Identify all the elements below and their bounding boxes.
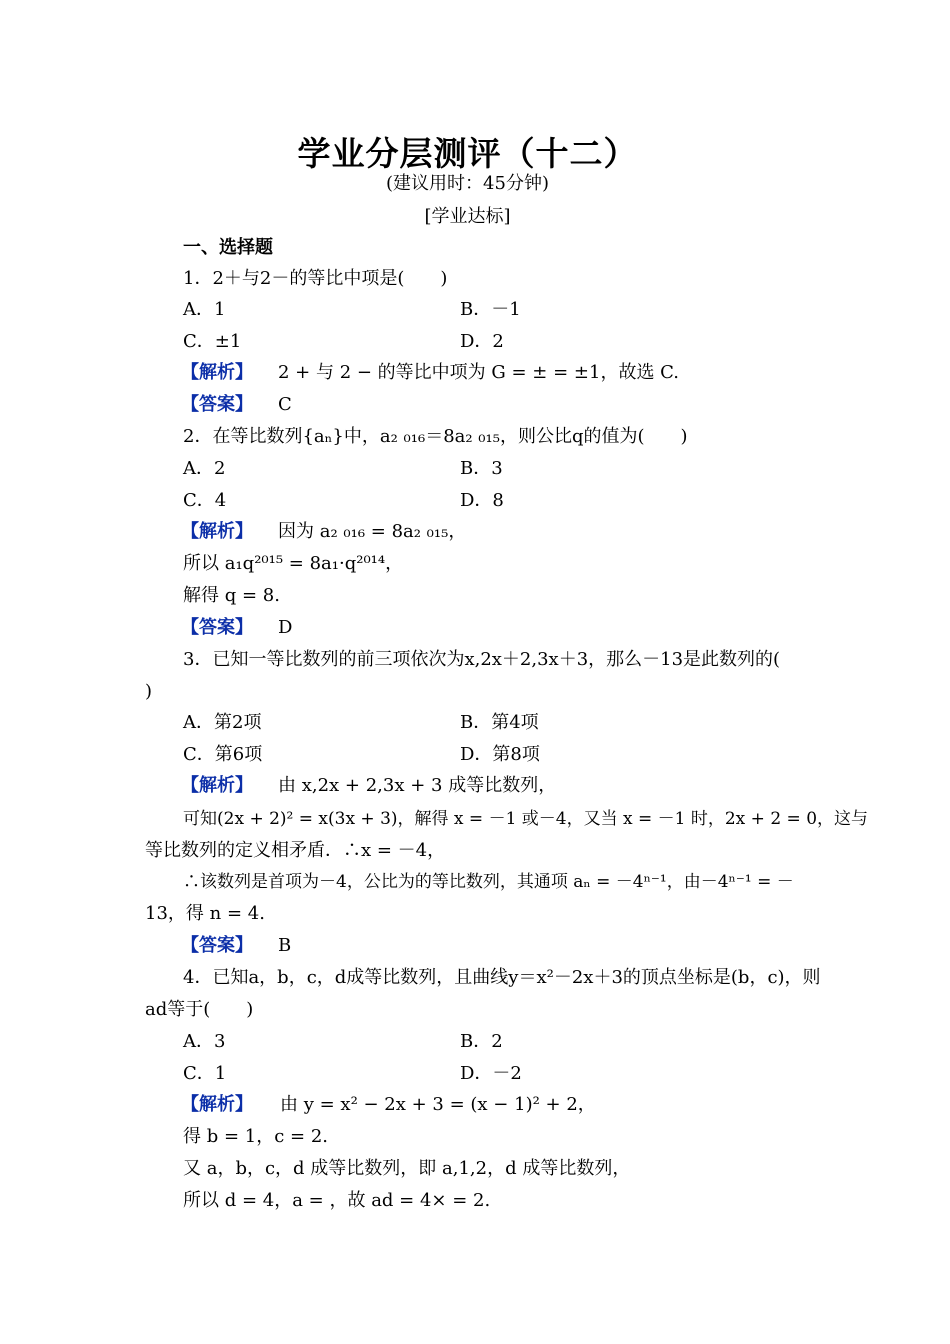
q2-option-d: D．8	[460, 490, 504, 511]
q2-analysis-tag: 【解析】	[181, 521, 253, 542]
q4-stem-line1: 4．已知a，b，c，d成等比数列，且曲线y＝x²－2x＋3的顶点坐标是(b，c)，则	[183, 967, 821, 988]
page-title: 学业分层测评（十二）	[297, 134, 638, 173]
q3-analysis-line3: 等比数列的定义相矛盾．∴x = －4，	[145, 840, 446, 861]
q4-analysis-line2: 得 b = 1，c = 2.	[183, 1126, 329, 1147]
q2-option-a: A．2	[183, 458, 226, 479]
q4-option-d: D．－2	[460, 1063, 522, 1084]
q1-option-a: A．1	[183, 299, 226, 320]
q1-answer: C	[278, 394, 292, 415]
q4-option-b: B．2	[460, 1031, 503, 1052]
q4-analysis-line4: 所以 d = 4，a = ，故 ad = 4× = 2.	[183, 1190, 491, 1211]
q4-option-a: A．3	[183, 1031, 226, 1052]
q1-analysis-text: 2 + 与 2 − 的等比中项为 G = ± = ±1，故选 C.	[278, 362, 680, 383]
q1-analysis-tag: 【解析】	[181, 362, 253, 383]
time-note: (建议用时：45分钟)	[386, 173, 549, 194]
q2-analysis-line3: 解得 q = 8.	[183, 585, 280, 606]
q3-analysis-line1: 由 x,2x + 2,3x + 3 成等比数列，	[278, 775, 557, 796]
q3-option-d: D．第8项	[460, 744, 540, 765]
q2-analysis-line1: 因为 a₂ ₀₁₆ = 8a₂ ₀₁₅，	[278, 521, 467, 542]
q3-option-c: C．第6项	[183, 744, 263, 765]
q4-option-c: C．1	[183, 1063, 227, 1084]
q3-stem-line2: )	[145, 681, 153, 702]
section-tag: [学业达标]	[424, 206, 511, 227]
q2-analysis-line2: 所以 a₁q²⁰¹⁵ = 8a₁·q²⁰¹⁴，	[183, 553, 404, 574]
q3-analysis-tag: 【解析】	[181, 775, 253, 796]
section-heading: 一、选择题	[183, 237, 273, 258]
q2-answer: D	[278, 617, 293, 638]
q2-answer-tag: 【答案】	[181, 617, 253, 638]
q1-option-b: B．－1	[460, 299, 521, 320]
q3-stem-line1: 3．已知一等比数列的前三项依次为x,2x＋2,3x＋3，那么－13是此数列的(	[183, 649, 781, 670]
q2-option-c: C．4	[183, 490, 227, 511]
q4-stem-line2: ad等于( )	[145, 999, 254, 1020]
q3-analysis-line4: ∴该数列是首项为－4，公比为的等比数列，其通项 aₙ = －4ⁿ⁻¹，由－4ⁿ⁻¹ = －	[183, 872, 794, 892]
q1-answer-tag: 【答案】	[181, 394, 253, 415]
q3-answer-tag: 【答案】	[181, 935, 253, 956]
q4-analysis-line3: 又 a，b，c，d 成等比数列，即 a,1,2，d 成等比数列，	[183, 1158, 631, 1179]
q3-analysis-line5: 13，得 n = 4.	[145, 903, 265, 924]
q2-stem: 2．在等比数列{aₙ}中，a₂ ₀₁₆＝8a₂ ₀₁₅，则公比q的值为( )	[183, 426, 688, 447]
q3-answer: B	[278, 935, 292, 956]
q4-analysis-tag: 【解析】	[181, 1094, 253, 1115]
q3-option-b: B．第4项	[460, 712, 539, 733]
q2-option-b: B．3	[460, 458, 503, 479]
q1-option-d: D．2	[460, 331, 504, 352]
q3-option-a: A．第2项	[183, 712, 262, 733]
q1-stem: 1．2＋与2－的等比中项是( )	[183, 268, 448, 289]
q4-analysis-line1: 由 y = x² − 2x + 3 = (x − 1)² + 2，	[280, 1094, 596, 1115]
q1-option-c: C．±1	[183, 331, 242, 352]
q3-analysis-line2: 可知(2x + 2)² = x(3x + 3)，解得 x = －1 或－4，又当 x = －1 时，2x + 2 = 0，这与	[183, 809, 869, 829]
